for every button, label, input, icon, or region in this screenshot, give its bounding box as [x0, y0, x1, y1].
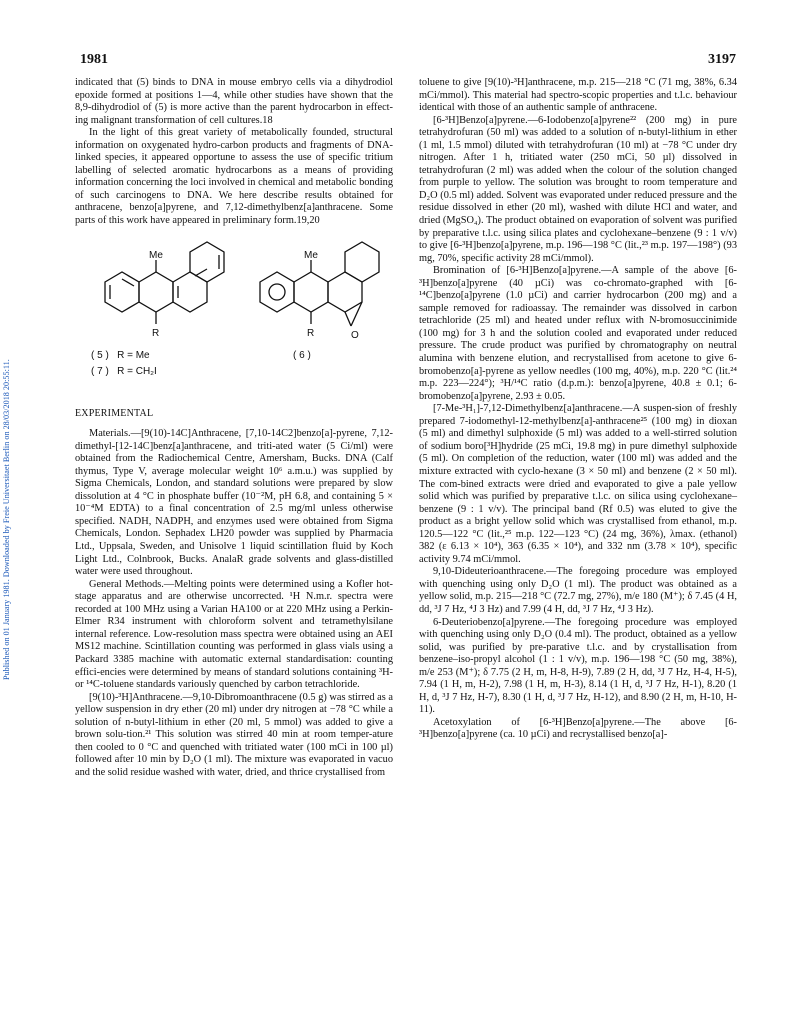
deuteriobenzopyrene-paragraph: 6-Deuteriobenzo[a]pyrene.—The foregoing procedure was employed with quenching using only D₂O (0.4 ml). The product, obtained as a yellow solid, was purified by pre-parative t.l.c. and by crystallisation from benzene–iso-propyl alcohol (1 : 1 v/v), m.p. 196—198 °C (50 mg, 38%), m/e 253 (M⁺); δ 7.75 (2 H, m, H-8, H-9), 7.89 (2 H, dd, ³J 7 Hz, H-4, H-5), 7.94 (1 H, m, H-2), 7.98 (1 H, m, H-3), 8.14 (1 H, d, ³J 7 Hz, H-1), 8.20 (1 H, d, ³J 7 Hz, H-7), 8.30 (1 H, d, ³J 7 Hz, H-12), and 8.90 (2 H, m, H-10, H-11). — [419, 616, 737, 716]
caption-compound-5: ( 5 ) R = Me — [91, 349, 150, 361]
section-heading-experimental: EXPERIMENTAL — [75, 407, 154, 419]
structure-6-drawing — [260, 242, 379, 326]
benzopyrene-paragraph: [6-³H]Benzo[a]pyrene.—6-Iodobenzo[a]pyrene²² (200 mg) in pure tetrahydrofuran (50 ml) was added to a solution of n-butyl-lithium in ether (1 ml, 1.5 mmol) diluted with tetrahydrofuran (10 ml) at −78 °C under dry nitrogen. After 1 h, tritiated water (250 mCi, 50 µl) dissolved in tetrahydrofuran (2 ml) was added when the colour of the solution changed from purple to yellow. The solution was brought to room temperature and D₂O (0.5 ml) added. Solvent was evaporated under reduced pressure and the residue dissolved in ether (20 ml), washed with dilute HCl and water, and dried (MgSO₄). The product obtained on evaporation of solvent was purified by preparative t.l.c. using silica plates and cyclohexane–benzene (9 : 1 v/v) to give [6-³H]benzo[a]pyrene, m.p. 196—198 °C (lit.,²³ m.p. 197—198°) (93 mg, 70%, specific activity 28 mCi/mmol). — [419, 114, 737, 264]
methyl-label-6: Me — [304, 249, 318, 261]
dideuterioanthracene-paragraph: 9,10-Dideuterioanthracene.—The foregoing procedure was employed with quenching using only D₂O (1 ml). The product was obtained as a yellow solid, m.p. 215—218 °C (72.7 mg, 27%), m/e 180 (M⁺); δ 7.45 (4 H, dd, ³J 7 Hz, ⁴J 3 Hz) and 7.99 (4 H, dd, ³J 7 Hz, ⁴J 3 Hz). — [419, 566, 737, 615]
page-number: 3197 — [708, 52, 736, 67]
anthracene-paragraph: [9(10)-³H]Anthracene.—9,10-Dibromoanthracene (0.5 g) was stirred as a yellow suspension in dry ether (20 ml) under dry nitrogen at −78 °C while a solution of n-butyl-lithium in ether (20 ml, 5 mmol) was added to give a brown solu-tion.²¹ This solution was stirred 40 min at room temper-ature then cooled to 0 °C and quenched with tritiated water (100 mCi in 100 µl) followed after 10 min by D₂O (1 ml). The mixture was evaporated in vacuo and the solid residue washed with water, dried, and thrice crystallised from — [75, 691, 393, 778]
acetoxylation-paragraph: Acetoxylation of [6-³H]Benzo[a]pyrene.—The above [6-³H]benzo[a]pyrene (ca. 10 µCi) and recrystallised benzo[a]- — [419, 716, 737, 741]
caption-compound-6: ( 6 ) — [293, 349, 311, 361]
dmba-paragraph: [7-Me-³H₁]-7,12-Dimethylbenz[a]anthracene.—A suspen-sion of freshly prepared 7-iodomethyl-12-methylbenz[a]-anthracene²⁵ (100 mg) in dioxan (5 ml) and dimethyl sulphoxide (5 ml) was added to a well-stirred solution of sodium boro[³H]hydride (25 mCi, 19.8 mg) in pure dimethyl sulphoxide (5 ml). On completion of the reduction, water (100 ml) was added and the mixture extracted with cyclo-hexane (3 × 50 ml) and benzene (2 × 50 ml). The com-bined extracts were dried and evaporated to give a pale yellow solid which was purified by preparative t.l.c. on silica using cyclohexane–benzene (9 : 1 v/v). The principal band (Rf 0.5) was eluted to give the product as a bright yellow solid which was crystallised from ethanol, m.p. 120.5—122 °C (lit.,²⁵ m.p. 122—123 °C) (24 mg, 36%), λmax. (ethanol) 382 (ε 6.13 × 10⁴), 363 (6.35 × 10⁴), and 332 nm (3.78 × 10⁴), specific activity 9.74 mCi/mmol. — [419, 403, 737, 565]
r-label-6: R — [307, 327, 315, 339]
bromination-paragraph: Bromination of [6-³H]Benzo[a]pyrene.—A sample of the above [6-³H]benzo[a]pyrene (40 µCi) was co-chromato-graphed with [6-¹⁴C]benzo[a]pyrene (1.0 µCi) and carrier hydrocarbon (200 mg) and a sample removed for radioassay. The remainder was dissolved in carbon tetrachloride (25 ml) and heated under reflux with N-bromosuccinimide (100 mg) for 3 h and the solution cooled and evaporated under reduced pressure. The crude product was purified by chromatography on neutral alumina with benzene elution, and recrystallised from acetone to give 6-bromobenzo[a]-pyrene as yellow needles (100 mg, 40%), m.p. 220 °C (lit.²⁴ m.p. 223—224°); ³H/¹⁴C ratio (d.p.m.): benzo[a]pyrene, 40.8 ± 0.1; 6-bromobenzo[a]pyrene, 2.93 ± 0.05. — [419, 265, 737, 402]
epoxide-o-label: O — [351, 329, 359, 341]
structure-5-7-drawing — [105, 242, 224, 324]
chemical-structures-figure — [75, 234, 393, 396]
download-watermark: Published on 01 January 1981. Downloaded by Freie Universitaet Berlin on 28/03/2018 20:55:11. — [2, 359, 11, 681]
continuation-paragraph: toluene to give [9(10)-³H]anthracene, m.p. 215—218 °C (71 mg, 38%, 6.34 mCi/mmol). This material had spectro-scopic properties and t.l.c. behaviour identical with those of an authentic sample of anthracene. — [419, 77, 737, 114]
r-label-5: R — [152, 327, 160, 339]
materials-paragraph: Materials.—[9(10)-14C]Anthracene, [7,10-14C2]benzo[a]-pyrene, 7,12-dimethyl-[12-14C]benz[a]anthracene, and triti-ated water (5 Ci/ml) were obtained from the Radiochemical Centre, Amersham, Bucks. DNA (Calf thymus, Type V, average molecular weight 10⁶ a.m.u.) was supplied by Sigma Chemicals, London, and standard solutions were prepared by slow dissolution at 4 °C in phosphate buffer (10⁻²M, pH 6.8, and containing 5 × 10⁻⁴M EDTA) to a final concentration of 2.5 mg/ml unless otherwise specified. NADH, NADPH, and enzymes used were obtained from Sigma Chemicals, London. Sephadex LH20 powder was supplied by Pharmacia Ltd., Uppsala, Sweden, and Unisolve 1 liquid scintillation fluid by Koch Light Ltd., Colnbrook, Bucks. AnalaR grade solvents and glass-distilled water were used throughout. — [75, 428, 393, 578]
journal-year: 1981 — [80, 52, 108, 67]
right-column — [419, 77, 737, 742]
caption-compound-7: ( 7 ) R = CH₂I — [91, 365, 157, 377]
left-column — [75, 77, 393, 779]
intro-paragraph-1: indicated that (5) binds to DNA in mouse embryo cells via a dihydrodiol epoxide formed at positions 1—4, while other studies have shown that the 8,9-dihydrodiol of (5) is more active than the parent hydrocarbon in effect-ing malignant transformation of cell cultures.18 — [75, 77, 393, 126]
general-methods-paragraph: General Methods.—Melting points were determined using a Kofler hot-stage apparatus and are otherwise uncorrected. ¹H N.m.r. spectra were recorded at 100 MHz using a Varian HA100 or at 220 MHz using a Perkin-Elmer R34 instrument with chloroform solvent and tetramethylsilane internal reference. Low-resolution mass spectra were obtained using an AEI MS12 machine. Scintillation counting was performed in glass vials using a Packard 3385 machine with automatic external standardisation: counting effici-encies were determined by means of standard solutions containing ³H- or ¹⁴C-toluene standards variously quenched by carbon tetrachloride. — [75, 578, 393, 691]
intro-paragraph-2: In the light of this great variety of metabolically founded, structural information on oxygenated hydro-carbon products and fragments of DNA-linked species, it appeared opportune to assess the use of specific tritium labelling of selected aromatic hydrocarbons as a means of providing information concerning the loci involved in chemical and metabolic bonding of such carcinogens to DNA. We here describe results obtained for anthracene, benzo[a]pyrene, and 7,12-dimethylbenz[a]anthracene. Some parts of this work have appeared in preliminary form.19,20 — [75, 127, 393, 227]
methyl-label-5: Me — [149, 249, 163, 261]
